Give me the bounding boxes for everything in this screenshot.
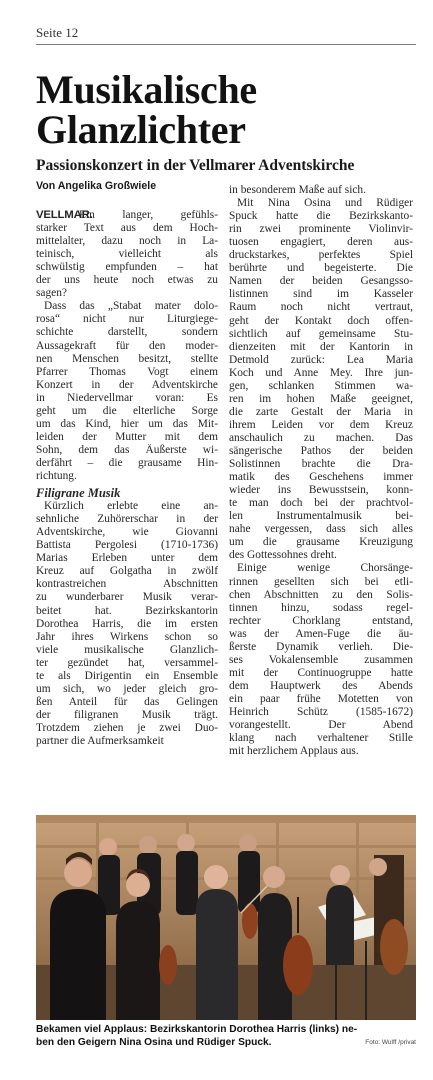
text-line: Aussagekraft für den moder-	[36, 339, 218, 352]
text-line: rinnen gesellten sich bei etli-	[229, 575, 413, 588]
text-line: Pfarrer Thomas Vogt einem	[36, 365, 218, 378]
text-line: die zarte Gestalt der Maria in	[229, 405, 413, 418]
photo-caption	[36, 1024, 416, 1049]
text-line: tinnen hinzu, sodass regel-	[229, 601, 413, 614]
text-line: sichtlich auf gemeinsame Stu-	[229, 327, 413, 340]
page-number: Seite 12	[36, 25, 79, 40]
text-line: sehnliche Zuhörerschar in der	[36, 513, 218, 526]
text-line: vorangestellt. Der Abend	[229, 719, 413, 732]
text-line: richtung.	[36, 470, 77, 482]
text-line: Battista Pergolesi (1710-1736)	[36, 539, 218, 552]
text-line: um das Kind, hier um das Mit-	[36, 417, 218, 430]
text-line: beitet hat. Bezirkskantorin	[36, 604, 218, 617]
text-line: schwülstig empfunden – hat	[36, 261, 218, 274]
photo-credit: Foto: Wulff /privat	[365, 1039, 416, 1046]
headline-line: Musikalische	[36, 67, 257, 112]
headline-line: Glanzlichter	[36, 107, 246, 152]
text-line: Raum noch nicht vertraut,	[229, 301, 413, 314]
text-line: tuosen engagiert, deren aus-	[229, 236, 413, 249]
page-header	[36, 24, 416, 45]
text-line: ihrem Leiden vor dem Kreuz	[229, 418, 413, 431]
text-line: Detmold zurück: Lea Maria	[229, 353, 413, 366]
dateline: VELLMAR.	[36, 209, 93, 221]
text-line: der filigranen Musik trägt.	[36, 708, 218, 721]
text-line: um die grausame Kreuzigung	[229, 536, 413, 549]
caption-line: ben den Geigern Nina Osina und Rüdiger Spuck.	[36, 1036, 272, 1048]
text-line: ßerste Dynamik verlieh. Die-	[229, 640, 413, 653]
text-line: Heinrich Schütz (1585-1672)	[229, 706, 413, 718]
text-line: ren im hohen Maße geeignet,	[229, 392, 413, 405]
text-line: mittelalter, dazu noch in La-	[36, 235, 218, 248]
text-line: gen, schlanken Stimmen wa-	[229, 379, 413, 392]
text-line: ses Vokalensemble zusammen	[229, 653, 413, 666]
text-line: te man doch bei der prachtvol-	[229, 497, 413, 510]
text-line: um sich, wo jeder gleich gro-	[36, 682, 218, 695]
text-line: der uns heute noch etwas zu	[36, 274, 218, 287]
text-line: te als Dirigentin ein Ensemble	[36, 669, 218, 682]
text-line: Kreuz auf Golgatha in zwölf	[36, 565, 218, 578]
text-line: leiden der Mutter mit dem	[36, 430, 218, 443]
caption-line: Bekamen viel Applaus: Bezirkskantorin Dorothea Harris (links) ne-	[36, 1024, 358, 1035]
subheadline: Passionskonzert in der Vellmarer Adventskirche	[36, 157, 355, 174]
text-line: Namen der beiden Gesangsso-	[229, 275, 413, 288]
text-line: in besonderem Maße auf sich.	[229, 184, 366, 196]
text-line: dem Hauptwerk des Abends	[229, 679, 413, 692]
text-line: Spuck hatte die Bezirkskanto-	[229, 210, 413, 223]
text-line: mit der Continuogruppe hatte	[229, 666, 413, 679]
text-line: viele musikalische Glanzlich-	[36, 643, 218, 656]
text-line: derfährt – die grausame Hin-	[36, 456, 218, 469]
headline	[36, 67, 421, 152]
text-line: geht um die elterliche Sorge	[36, 404, 218, 417]
text-line: Konzert in der Adventskirche	[36, 378, 218, 391]
text-line: anschaulich zu machen. Das	[229, 431, 413, 444]
text-line: Kürzlich erlebte eine an-	[44, 500, 218, 513]
text-line: Mit Nina Osina und Rüdiger	[237, 197, 413, 210]
text-line: geht der Kontakt doch offen-	[229, 314, 413, 327]
text-line: chen Abschnitten zu den Solis-	[229, 588, 413, 601]
text-line: Adventskirche, wie Giovanni	[36, 526, 218, 539]
text-line: ein paar frühe Motetten von	[229, 692, 413, 705]
text-line: Koch und Anne Mey. Ihre jun-	[229, 366, 413, 379]
text-line: rin zwei prominente Violinvir-	[229, 223, 413, 236]
text-line: ter gezündet hat, versammel-	[36, 656, 218, 669]
text-line: listinnen sind im Kasseler	[229, 288, 413, 301]
text-line: berührte und begeisterte. Die	[229, 262, 413, 275]
text-line: len Instrumentalmusik bei-	[229, 510, 413, 523]
text-line: Dass das „Stabat mater dolo-	[44, 300, 218, 313]
text-line: nen Menschen besitzt, stellte	[36, 352, 218, 365]
text-line: klang nach verhaltener Stille	[229, 732, 413, 745]
text-line: partner die Aufmerksamkeit	[36, 735, 164, 747]
text-line: matik des Geschehens immer	[229, 471, 413, 484]
text-line: Marias Erleben unter dem	[36, 552, 218, 565]
section-subheading: Filigrane Musik	[36, 486, 121, 501]
byline: Von Angelika Großwiele	[36, 180, 157, 192]
text-line: teinisch, vielleicht als	[36, 248, 218, 261]
text-line: ßen Anteil für das Gelingen	[36, 695, 218, 708]
concert-photo	[36, 815, 416, 1020]
text-line: schichte darstellt, sondern	[36, 326, 218, 339]
text-line: was der Amen-Fuge die äu-	[229, 627, 413, 640]
text-line: sagen?	[36, 287, 67, 300]
text-line: Solistinnen brachte die Dra-	[229, 458, 413, 471]
text-line: starker Text aus dem Hoch-	[36, 222, 218, 235]
text-line: Trotzdem ziehen je zwei Duo-	[36, 721, 218, 734]
text-line: rechter Chorklang entstand,	[229, 614, 413, 627]
text-line: Dorothea Harris, die im ersten	[36, 617, 218, 630]
text-line: mit herzlichem Applaus aus.	[229, 745, 359, 758]
text-line: druckstarkes, perfektes Spiel	[229, 249, 413, 262]
text-line: kontrastreichen Abschnitten	[36, 578, 218, 591]
text-line: rosa“ nicht nur Liturgiege-	[36, 313, 218, 326]
text-line: in Niedervellmar voran: Es	[36, 391, 218, 404]
text-line: sängerische Pathos der beiden	[229, 445, 413, 457]
text-line: Sohn, dem das Äußerste wi-	[36, 443, 218, 456]
text-line: Ein langer, gefühls-	[79, 209, 218, 221]
text-line: nahe vergessen, dass sich alles	[229, 523, 413, 536]
text-line: zu wunderbarer Musik verar-	[36, 591, 218, 604]
text-line: wieder ins Bewusstsein, konn-	[229, 484, 413, 497]
text-line: Einige wenige Chorsänge-	[237, 562, 413, 575]
text-line: dienzeiten mit der Kantorin in	[229, 340, 413, 353]
text-line: Jahr ihres Wirkens schon so	[36, 630, 218, 643]
text-line: des Gottessohnes dreht.	[229, 549, 337, 562]
